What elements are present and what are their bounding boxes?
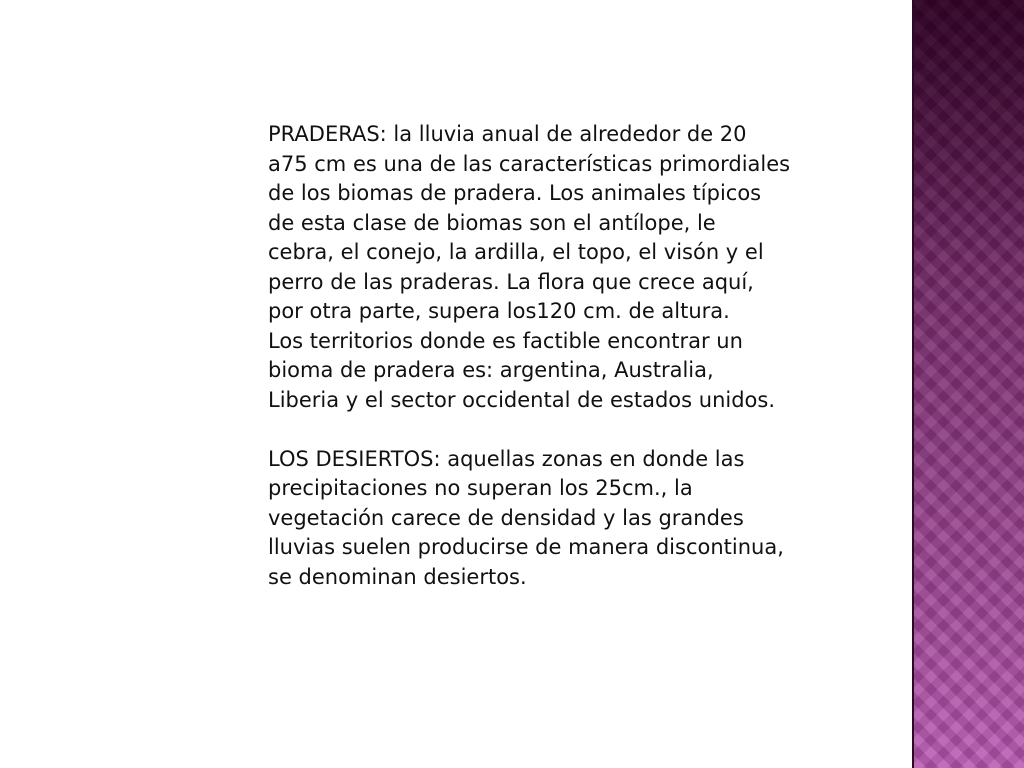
desiertos-paragraph: LOS DESIERTOS: aquellas zonas en donde las precipitaciones no superan los 25cm., la vegetación carece de densidad y las grandes lluvias suelen producirse de manera discontinua, se denominan desiertos. [268,446,784,589]
decorative-side-band [912,0,1024,768]
slide-body [268,120,888,592]
praderas-paragraph: PRADERAS: la lluvia anual de alrededor de 20 a75 cm es una de las características primordiales de los biomas de pradera. Los animales típicos de esta clase de biomas son el antílope, le cebra, el conejo, la ardilla, el topo, el visón y el perro de las praderas. La flora que crece aquí, por otra parte, supera los120 cm. de altura. Los territorios donde es factible encontrar un bioma de pradera es: argentina, Australia, Liberia y el sector occidental de estados unidos. [268,122,791,412]
